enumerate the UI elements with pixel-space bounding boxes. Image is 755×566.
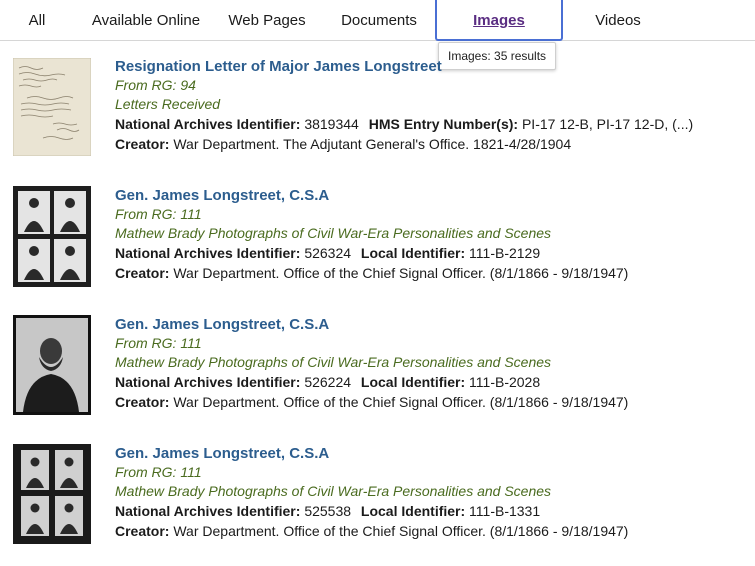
nai-value: 526224: [304, 374, 352, 390]
nai-label: National Archives Identifier:: [115, 503, 301, 519]
tab-videos[interactable]: Videos: [595, 12, 641, 29]
record-group: From RG: 111: [115, 464, 202, 480]
series-title: Mathew Brady Photographs of Civil War-Era Personalities and Scenes: [115, 225, 552, 241]
creator-label: Creator:: [115, 136, 170, 152]
tab-web-pages[interactable]: Web Pages: [228, 12, 306, 29]
result-title-link[interactable]: Resignation Letter of Major James Longstreet: [115, 58, 442, 75]
hms-entry-label: HMS Entry Number(s):: [368, 116, 519, 132]
tab-images[interactable]: Images: [435, 0, 563, 41]
result-info: [115, 315, 755, 412]
record-group: From RG: 111: [115, 335, 202, 351]
creator-line: [115, 134, 755, 154]
creator-label: Creator:: [115, 265, 170, 281]
hms-entry-value: PI-17 12-B, PI-17 12-D, (...): [521, 116, 694, 132]
nai-value: 526324: [304, 245, 352, 261]
nai-label: National Archives Identifier:: [115, 245, 301, 261]
nai-label: National Archives Identifier:: [115, 116, 301, 132]
creator-value: War Department. Office of the Chief Signal Officer. (8/1/1866 - 9/18/1947): [173, 265, 629, 281]
result-title-link[interactable]: Gen. James Longstreet, C.S.A: [115, 445, 330, 462]
series-title: Mathew Brady Photographs of Civil War-Era Personalities and Scenes: [115, 354, 552, 370]
result-info: [115, 186, 755, 283]
result-info: [115, 57, 755, 154]
identifier-line: [115, 114, 755, 134]
creator-value: War Department. The Adjutant General's Office. 1821-4/28/1904: [173, 136, 572, 152]
single-portrait-thumbnail[interactable]: [13, 315, 91, 415]
local-identifier-value: 111-B-2028: [469, 374, 541, 390]
images-tab-tooltip: Images: 35 results: [438, 42, 556, 70]
local-identifier-value: 111-B-2129: [469, 245, 541, 261]
creator-line: [115, 521, 755, 541]
record-group: From RG: 94: [115, 77, 196, 93]
local-identifier-value: 111-B-1331: [469, 503, 541, 519]
tab-all[interactable]: All: [28, 12, 46, 29]
nai-value: 3819344: [304, 116, 359, 132]
series-title: Mathew Brady Photographs of Civil War-Era Personalities and Scenes: [115, 483, 552, 499]
search-result: [0, 315, 755, 425]
record-group: From RG: 111: [115, 206, 202, 222]
handwritten-letter-thumbnail[interactable]: [13, 58, 91, 156]
search-result: [0, 444, 755, 554]
result-title-link[interactable]: Gen. James Longstreet, C.S.A: [115, 187, 330, 204]
local-identifier-label: Local Identifier:: [360, 245, 466, 261]
four-portrait-negative-thumbnail[interactable]: [13, 186, 91, 287]
creator-line: [115, 392, 755, 412]
creator-value: War Department. Office of the Chief Signal Officer. (8/1/1866 - 9/18/1947): [173, 394, 629, 410]
local-identifier-label: Local Identifier:: [360, 503, 466, 519]
result-type-tabs: [0, 0, 755, 41]
identifier-line: [115, 501, 755, 521]
creator-label: Creator:: [115, 523, 170, 539]
nai-value: 525538: [304, 503, 352, 519]
identifier-line: [115, 243, 755, 263]
creator-value: War Department. Office of the Chief Signal Officer. (8/1/1866 - 9/18/1947): [173, 523, 629, 539]
four-portrait-negative-thumbnail[interactable]: [13, 444, 91, 544]
search-result: [0, 57, 755, 167]
local-identifier-label: Local Identifier:: [360, 374, 466, 390]
nai-label: National Archives Identifier:: [115, 374, 301, 390]
creator-line: [115, 263, 755, 283]
result-title-link[interactable]: Gen. James Longstreet, C.S.A: [115, 316, 330, 333]
result-info: [115, 444, 755, 541]
tab-documents[interactable]: Documents: [341, 12, 417, 29]
tab-available-online[interactable]: Available Online: [91, 12, 201, 29]
identifier-line: [115, 372, 755, 392]
creator-label: Creator:: [115, 394, 170, 410]
search-result: [0, 186, 755, 296]
series-title: Letters Received: [115, 96, 221, 112]
